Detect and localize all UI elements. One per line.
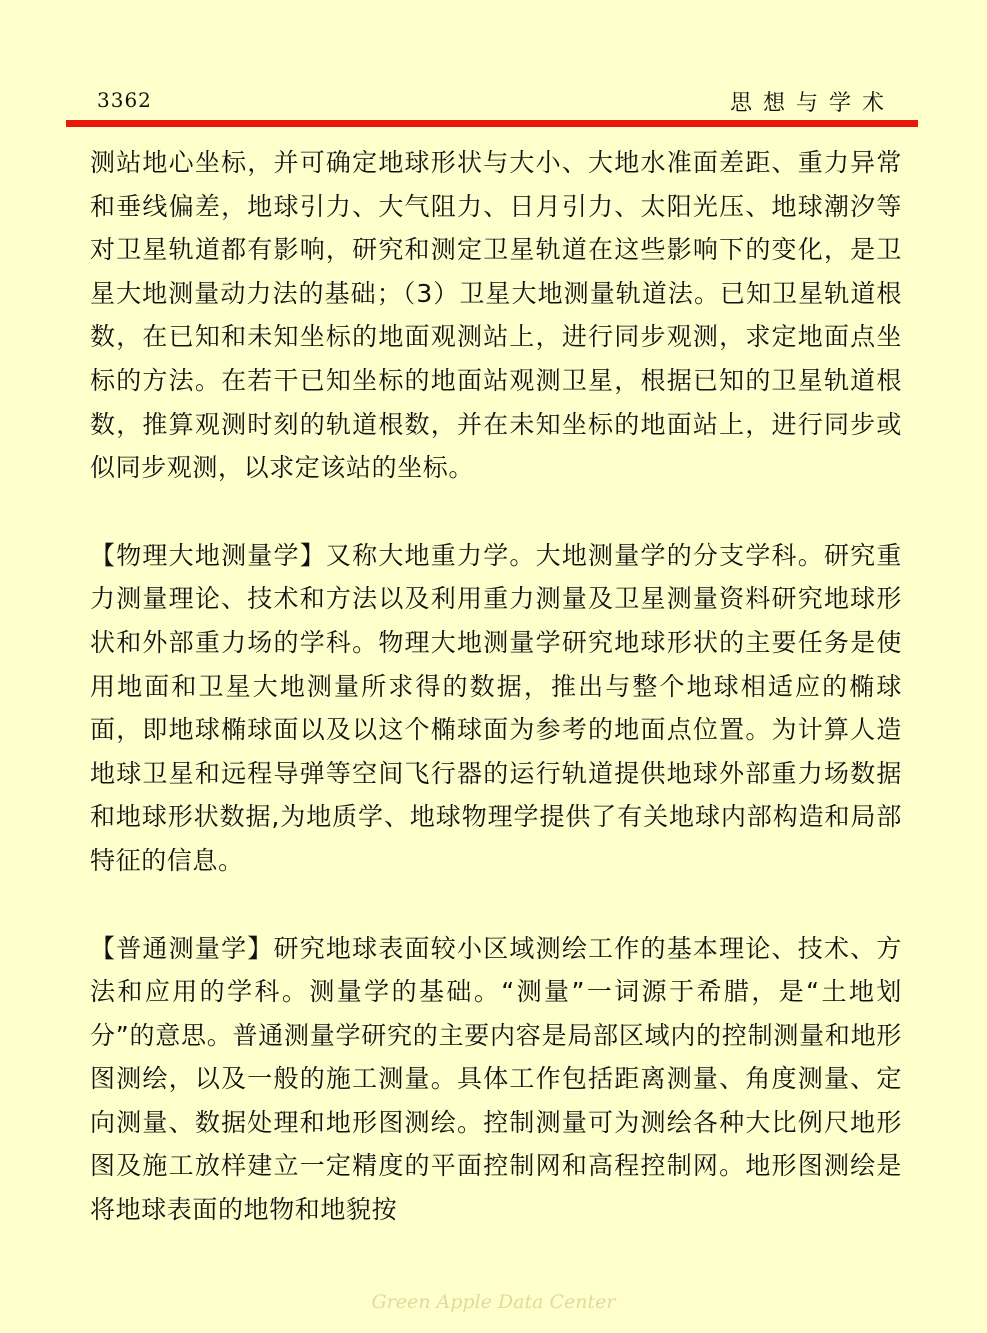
running-head: 思想与学术 — [729, 91, 895, 116]
body-text — [90, 141, 902, 1232]
paragraph-satellite-geodesy: 测站地心坐标，并可确定地球形状与大小、大地水准面差距、重力异常和垂线偏差，地球引力、大气阻力、日月引力、太阳光压、地球潮汐等对卫星轨道都有影响，研究和测定卫星轨道在这些影响下的变化，是卫星大地测量动力法的基础；（3）卫星大地测量轨道法。已知卫星轨道根数，在已知和未知坐标的地面观测站上，进行同步观测，求定地面点坐标的方法。在若干已知坐标的地面站观测卫星，根据已知的卫星轨道根数，推算观测时刻的轨道根数，并在未知坐标的地面站上，进行同步或似同步观测，以求定该站的坐标。 — [90, 148, 902, 483]
header-rule — [66, 120, 918, 127]
paragraph-physical-geodesy: 【物理大地测量学】又称大地重力学。大地测量学的分支学科。研究重力测量理论、技术和方法以及利用重力测量及卫星测量资料研究地球形状和外部重力场的学科。物理大地测量学研究地球形状的主要任务是使用地面和卫星大地测量所求得的数据，推出与整个地球相适应的椭球面，即地球椭球面以及以这个椭球面为参考的地面点位置。为计算人造地球卫星和远程导弹等空间飞行器的运行轨道提供地球外部重力场数据和地球形状数据,为地质学、地球物理学提供了有关地球内部构造和局部特征的信息。 — [90, 540, 902, 875]
paragraph-general-surveying: 【普通测量学】研究地球表面较小区域测绘工作的基本理论、技术、方法和应用的学科。测量学的基础。“测量”一词源于希腊，是“土地划分”的意思。普通测量学研究的主要内容是局部区域内的控制测量和地形图测绘，以及一般的施工测量。具体工作包括距离测量、角度测量、定向测量、数据处理和地形图测绘。控制测量可为测绘各种大比例尺地形图及施工放样建立一定精度的平面控制网和高程控制网。地形图测绘是将地球表面的地物和地貌按 — [90, 933, 902, 1225]
page-number: 3362 — [97, 88, 152, 112]
paragraph-gap — [90, 883, 902, 927]
watermark: Green Apple Data Center — [371, 1291, 616, 1313]
paragraph-gap — [90, 490, 902, 534]
